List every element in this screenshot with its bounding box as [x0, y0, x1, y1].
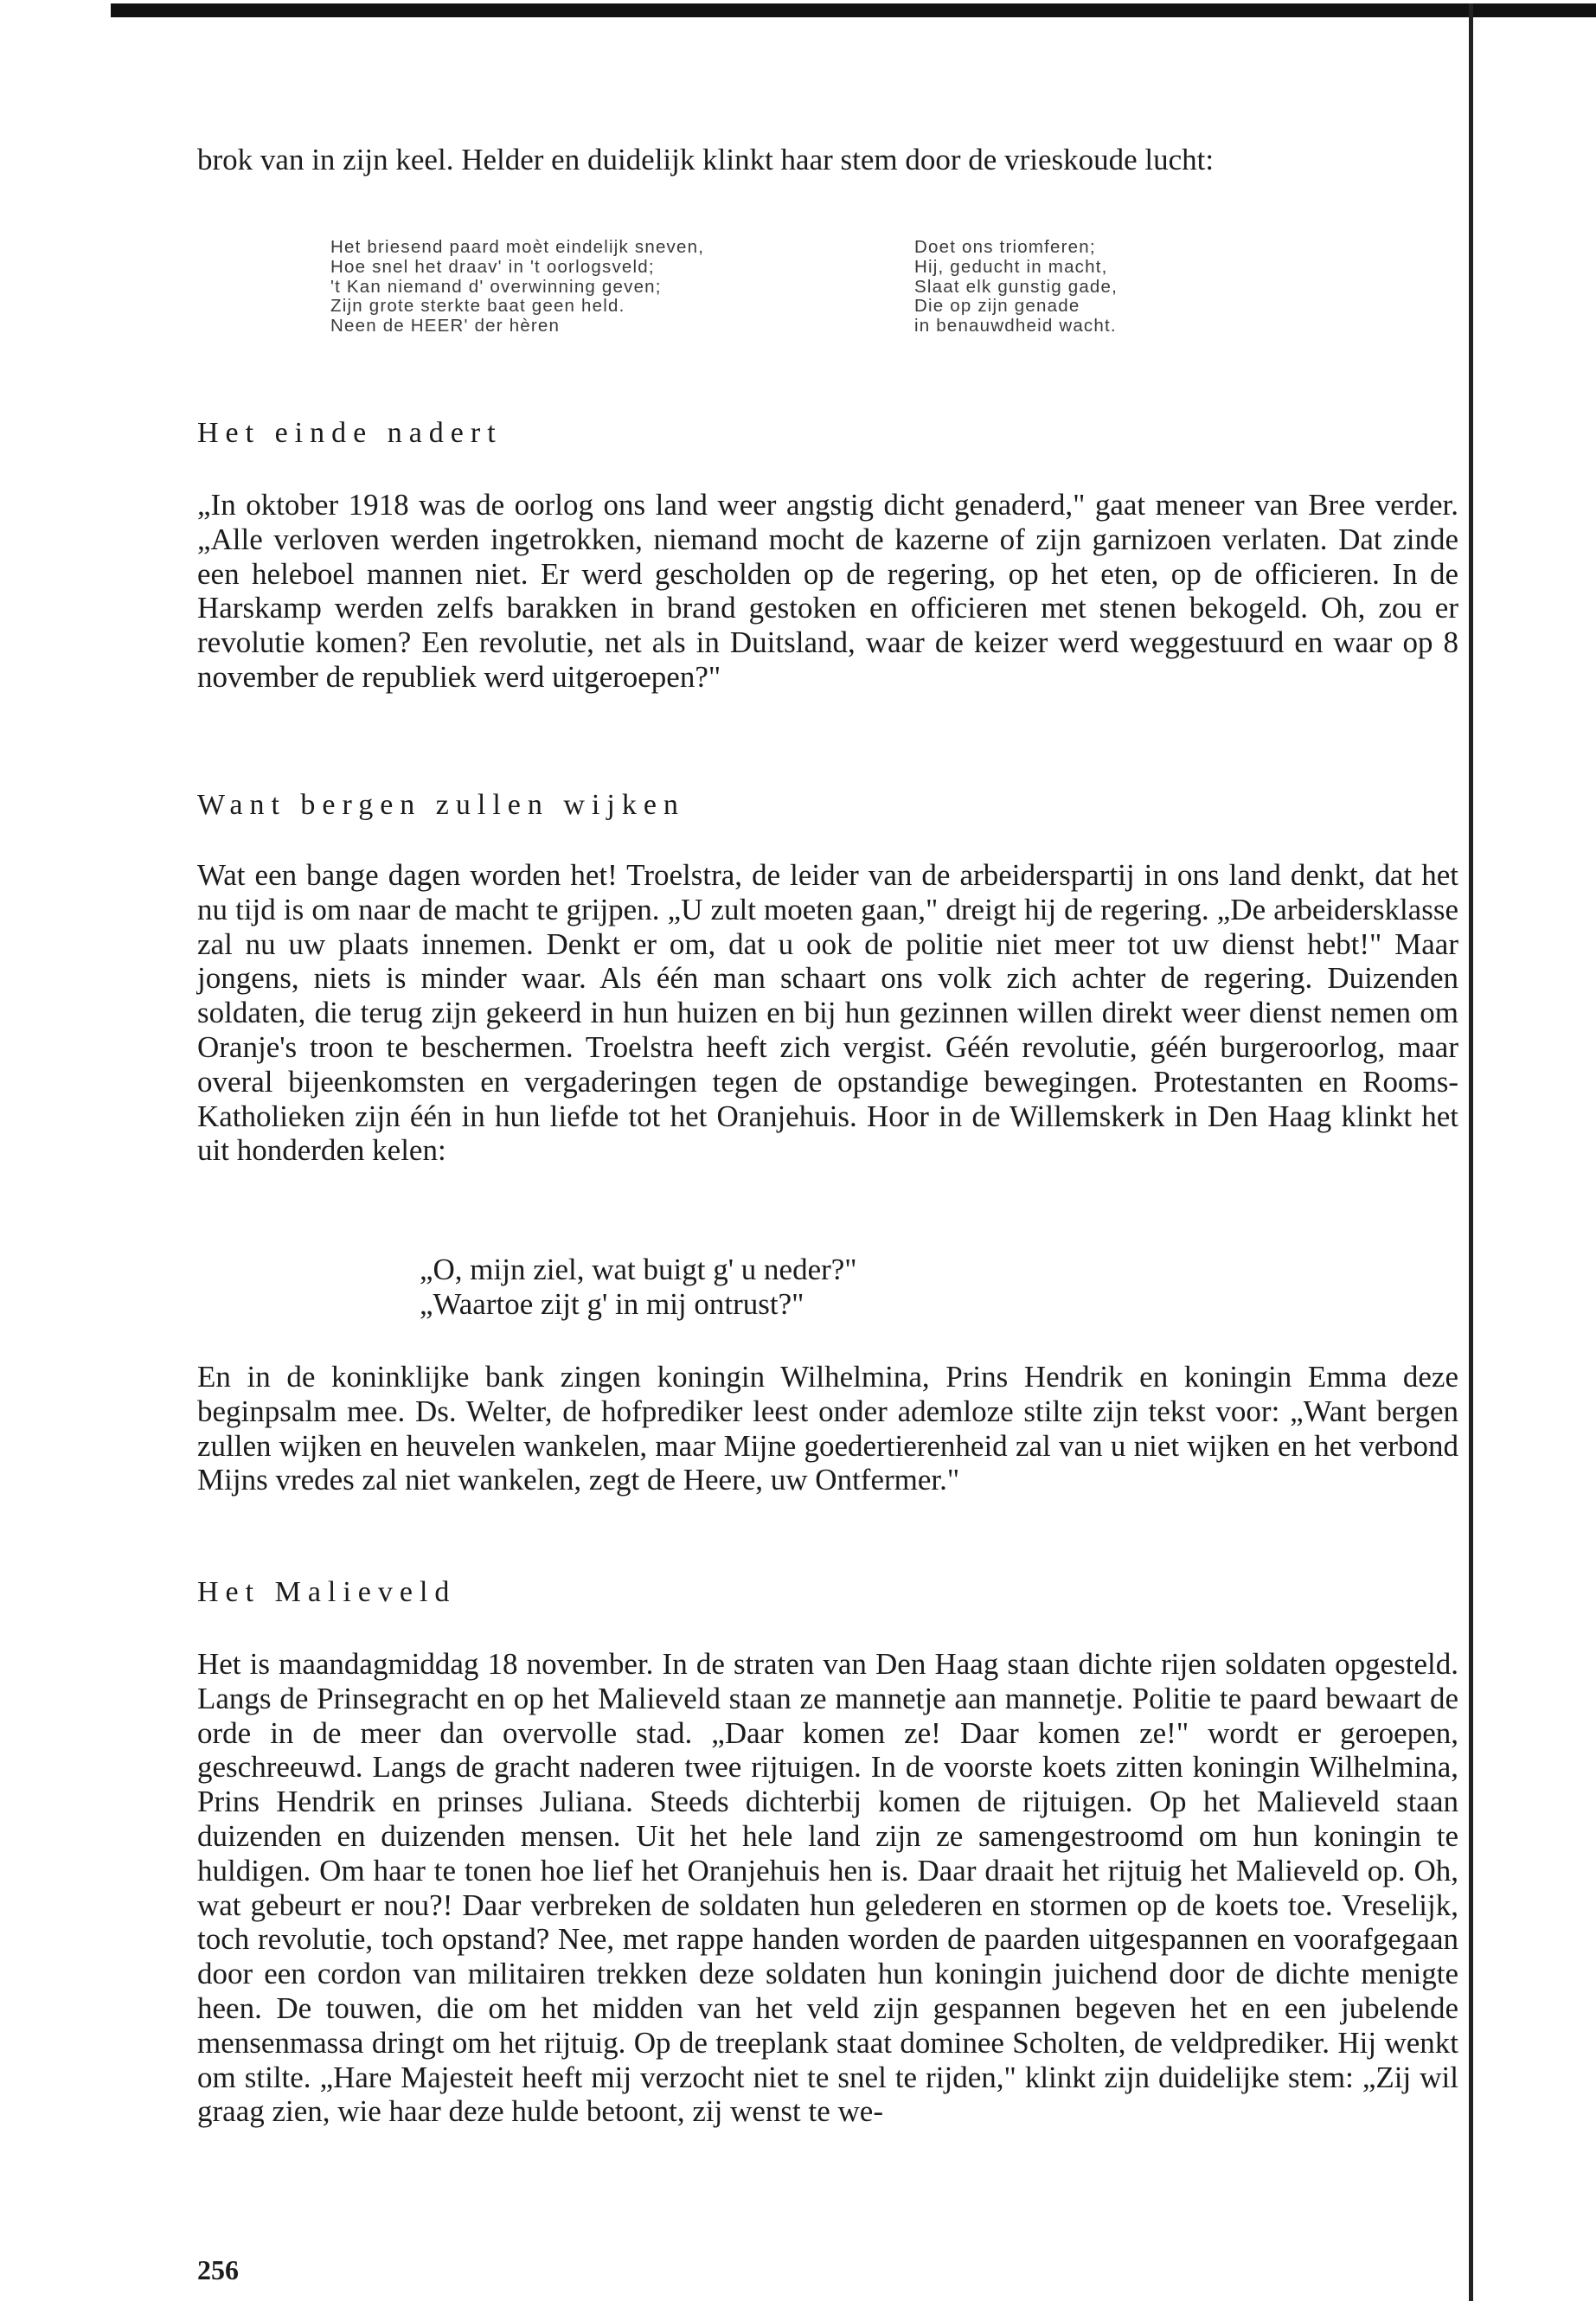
- section-paragraph: Wat een bange dagen worden het! Troelstra, de leider van de arbeiderspartij in ons land denkt, dat het nu tijd is om naar de macht te grijpen. „U zult moeten gaan," dreigt hij de regering. „De arbeidersklasse zal nu uw plaats innemen. Denkt er om, dat u ook de politie niet meer tot uw dienst hebt!" Maar jongens, niets is minder waar. Als één man schaart ons volk zich achter de regering. Duizenden soldaten, die terug zijn gekeerd in hun huizen en bij hun gezinnen willen direkt weer dienst nemen om Oranje's troon te beschermen. Troelstra heeft zich vergist. Géén revolutie, géén burgeroorlog, maar overal bijeenkomsten en vergaderingen tegen de opstandige bewegingen. Protestanten en Rooms-Katholieken zijn één in hun liefde tot het Oranjehuis. Hoor in de Willemskerk in Den Haag klinkt het uit honderden kelen:: [197, 858, 1458, 1168]
- psalm-line: „Waartoe zijt g' in mij ontrust?": [420, 1287, 804, 1321]
- section-paragraph: „In oktober 1918 was de oorlog ons land weer angstig dicht genaderd," gaat meneer van Bree verder. „Alle verloven werden ingetrokken, niemand mocht de kazerne of zijn garnizoen verlaten. Dat zinde een heleboel mannen niet. Er werd gescholden op de regering, op het eten, op de officieren. In de Harskamp werden zelfs barakken in brand gestoken en officieren met stenen bekogeld. Oh, zou er revolutie komen? Een revolutie, net als in Duitsland, waar de keizer werd weggestuurd en waar op 8 november de republiek werd uitgeroepen?": [197, 488, 1458, 694]
- section-heading-want-bergen-zullen-wijken: Want bergen zullen wijken: [197, 789, 685, 821]
- poem-line: Zijn grote sterkte baat geen held.: [330, 296, 625, 317]
- poem-line: Het briesend paard moèt eindelijk sneven,: [330, 237, 705, 257]
- poem-line: Doet ons triomferen;: [914, 237, 1096, 257]
- psalm-line: „O, mijn ziel, wat buigt g' u neder?": [420, 1253, 857, 1286]
- scan-top-border: [111, 3, 1596, 17]
- poem-line: Hij, geducht in macht,: [914, 256, 1108, 277]
- scan-right-border: [1469, 3, 1473, 2301]
- section-heading-het-einde-nadert: Het einde nadert: [197, 417, 503, 449]
- poem-left-column: [330, 238, 704, 336]
- poem-line: in benauwdheid wacht.: [914, 316, 1117, 336]
- poem-right-column: [914, 238, 1118, 336]
- section-paragraph: En in de koninklijke bank zingen koningin Wilhelmina, Prins Hendrik en koningin Emma deze beginpsalm mee. Ds. Welter, de hofprediker leest onder ademloze stilte zijn tekst voor: „Want bergen zullen wijken en heuvelen wankelen, maar Mijne goedertierenheid zal van u niet wijken en het verbond Mijns vredes zal niet wankelen, zegt de Heere, uw Ontfermer.": [197, 1360, 1458, 1497]
- poem-line: 't Kan niemand d' overwinning geven;: [330, 276, 662, 297]
- poem-line: Slaat elk gunstig gade,: [914, 276, 1118, 297]
- psalm-quote: [420, 1253, 857, 1322]
- section-paragraph: Het is maandagmiddag 18 november. In de straten van Den Haag staan dichte rijen soldaten opgesteld. Langs de Prinsegracht en op het Malieveld staan ze mannetje aan mannetje. Politie te paard bewaart de orde in de meer dan overvolle stad. „Daar komen ze! Daar komen ze!" wordt er geroepen, geschreeuwd. Langs de gracht naderen twee rijtuigen. In de voorste koets zitten koningin Wilhelmina, Prins Hendrik en prinses Juliana. Steeds dichterbij komen de rijtuigen. Op het Malieveld staan duizenden en duizenden mensen. Uit het hele land zijn ze samengestroomd om hun koningin te huldigen. Om haar te tonen hoe lief het Oranjehuis hen is. Daar draait het rijtuig het Malieveld op. Oh, wat gebeurt er nou?! Daar verbreken de soldaten hun gelederen en stormen op de koets toe. Vreselijk, toch revolutie, toch opstand? Nee, met rappe handen worden de paarden uitgespannen en voorafgegaan door een cordon van militairen trekken deze soldaten hun koningin juichend door de dichte menigte heen. De touwen, die om het midden van het veld zijn gespannen begeven het en een jubelende mensenmassa dringt om het rijtuig. Op de treeplank staat dominee Scholten, de veldprediker. Hij wenkt om stilte. „Hare Majesteit heeft mij verzocht niet te snel te rijden," klinkt zijn duidelijke stem: „Zij wil graag zien, wie haar deze hulde betoont, zij wenst te we-: [197, 1647, 1458, 2129]
- poem-line: Die op zijn genade: [914, 296, 1080, 317]
- page-number: 256: [197, 2254, 239, 2285]
- poem-line: Hoe snel het draav' in 't oorlogsveld;: [330, 256, 655, 277]
- section-heading-het-malieveld: Het Malieveld: [197, 1576, 457, 1608]
- poem-line: Neen de HEER' der hèren: [330, 316, 561, 336]
- intro-paragraph: brok van in zijn keel. Helder en duidelijk klinkt haar stem door de vrieskoude lucht:: [197, 143, 1215, 176]
